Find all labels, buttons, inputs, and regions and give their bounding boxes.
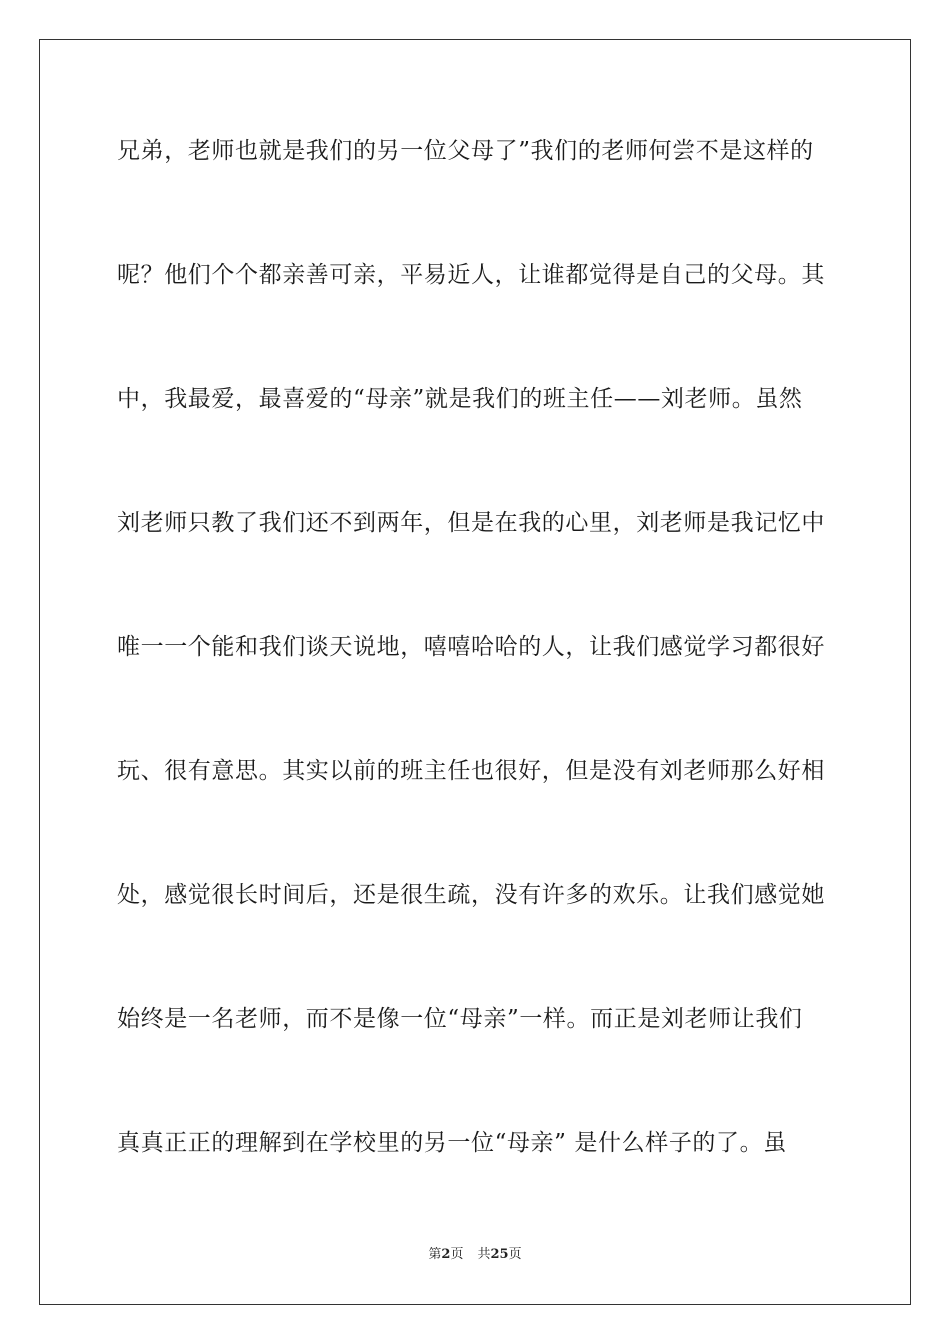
text-line: 中，我最爱，最喜爱的“母亲”就是我们的班主任——刘老师。虽然 <box>117 386 803 412</box>
text-line: 兄弟，老师也就是我们的另一位父母了”我们的老师何尝不是这样的 <box>117 138 814 164</box>
page-number-prefix: 第 <box>428 1247 442 1262</box>
text-line: 处，感觉很长时间后，还是很生疏，没有许多的欢乐。让我们感觉她 <box>117 882 825 908</box>
total-pages-number: 25 <box>490 1247 509 1262</box>
text-line: 始终是一名老师，而不是像一位“母亲”一样。而正是刘老师让我们 <box>117 1006 803 1032</box>
text-line: 真真正正的理解到在学校里的另一位“母亲” 是什么样子的了。虽 <box>117 1130 787 1156</box>
total-pages-prefix: 共 <box>477 1247 491 1262</box>
page-number-suffix: 页 <box>450 1247 464 1262</box>
text-line: 刘老师只教了我们还不到两年，但是在我的心里，刘老师是我记忆中 <box>117 510 825 536</box>
text-line: 玩、很有意思。其实以前的班主任也很好，但是没有刘老师那么好相 <box>117 758 825 784</box>
current-page-number: 2 <box>441 1247 451 1262</box>
total-pages-suffix: 页 <box>508 1247 522 1262</box>
page-footer <box>0 1246 950 1264</box>
page-frame <box>39 39 911 1305</box>
text-line: 唯一一个能和我们谈天说地，嘻嘻哈哈的人，让我们感觉学习都很好 <box>117 634 825 660</box>
text-line: 呢？他们个个都亲善可亲，平易近人，让谁都觉得是自己的父母。其 <box>117 262 825 288</box>
